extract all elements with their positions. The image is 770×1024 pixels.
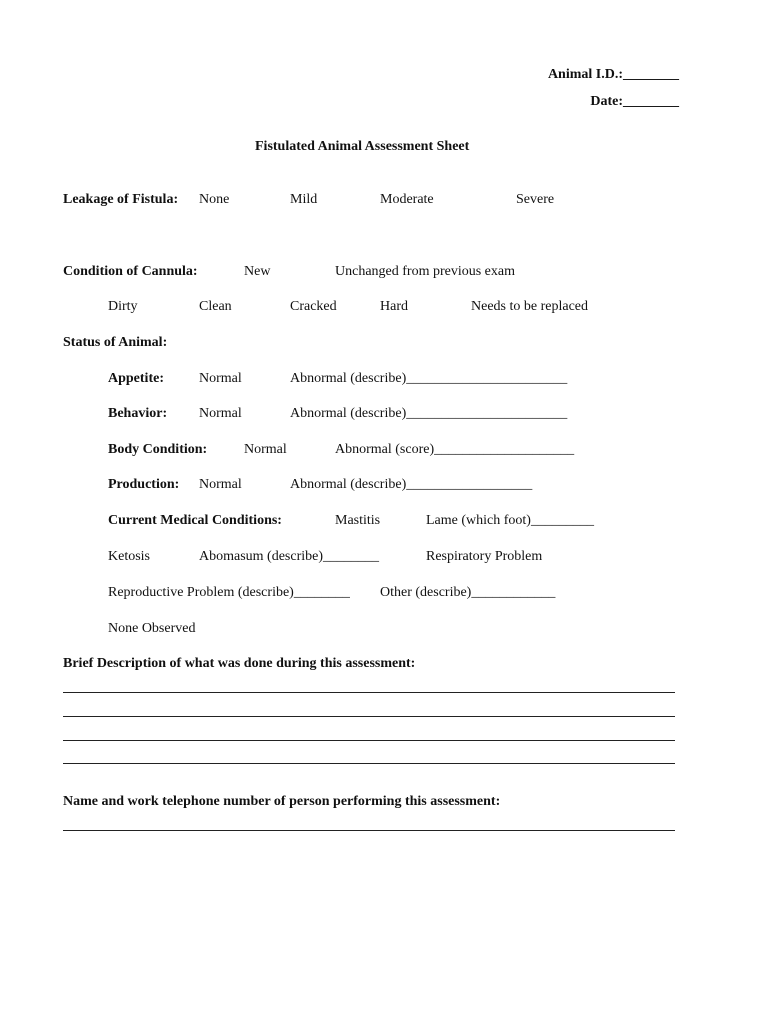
production-normal-option[interactable]: Normal xyxy=(199,477,242,492)
cannula-option-replace[interactable]: Needs to be replaced xyxy=(471,299,588,314)
respiratory-option[interactable]: Respiratory Problem xyxy=(426,549,543,564)
cannula-option-new[interactable]: New xyxy=(244,264,271,279)
description-line-4[interactable] xyxy=(63,763,675,764)
ketosis-option[interactable]: Ketosis xyxy=(108,549,150,564)
status-label: Status of Animal: xyxy=(63,335,168,350)
cannula-option-hard[interactable]: Hard xyxy=(380,299,408,314)
cannula-option-unchanged[interactable]: Unchanged from previous exam xyxy=(335,264,515,279)
appetite-abnormal-field[interactable]: Abnormal (describe)_______________________ xyxy=(290,371,568,386)
performer-line[interactable] xyxy=(63,830,675,831)
cannula-option-dirty[interactable]: Dirty xyxy=(108,299,138,314)
production-abnormal-field[interactable]: Abnormal (describe)__________________ xyxy=(290,477,533,492)
medical-conditions-label: Current Medical Conditions: xyxy=(108,513,282,528)
date-field[interactable]: Date:________ xyxy=(590,94,679,109)
behavior-normal-option[interactable]: Normal xyxy=(199,406,242,421)
leakage-option-severe[interactable]: Severe xyxy=(516,192,555,207)
description-label: Brief Description of what was done during this assessment: xyxy=(63,656,416,671)
behavior-abnormal-field[interactable]: Abnormal (describe)_______________________ xyxy=(290,406,568,421)
cannula-option-cracked[interactable]: Cracked xyxy=(290,299,337,314)
description-line-3[interactable] xyxy=(63,740,675,741)
description-line-1[interactable] xyxy=(63,692,675,693)
appetite-normal-option[interactable]: Normal xyxy=(199,371,242,386)
leakage-option-mild[interactable]: Mild xyxy=(290,192,318,207)
body-condition-label: Body Condition: xyxy=(108,442,208,457)
leakage-option-moderate[interactable]: Moderate xyxy=(380,192,434,207)
appetite-label: Appetite: xyxy=(108,371,164,386)
performer-label: Name and work telephone number of person performing this assessment: xyxy=(63,794,501,809)
leakage-label: Leakage of Fistula: xyxy=(63,192,179,207)
body-condition-normal-option[interactable]: Normal xyxy=(244,442,287,457)
lame-field[interactable]: Lame (which foot)_________ xyxy=(426,513,594,528)
none-observed-option[interactable]: None Observed xyxy=(108,621,196,636)
cannula-option-clean[interactable]: Clean xyxy=(199,299,232,314)
description-line-2[interactable] xyxy=(63,716,675,717)
body-condition-abnormal-field[interactable]: Abnormal (score)____________________ xyxy=(335,442,575,457)
animal-id-field[interactable]: Animal I.D.:________ xyxy=(547,67,679,82)
cannula-label: Condition of Cannula: xyxy=(63,264,198,279)
production-label: Production: xyxy=(108,477,180,492)
page-title: Fistulated Animal Assessment Sheet xyxy=(255,139,470,154)
leakage-option-none[interactable]: None xyxy=(199,192,230,207)
mastitis-option[interactable]: Mastitis xyxy=(335,513,381,528)
abomasum-field[interactable]: Abomasum (describe)________ xyxy=(199,549,380,564)
other-field[interactable]: Other (describe)____________ xyxy=(380,585,556,600)
behavior-label: Behavior: xyxy=(108,406,168,421)
reproductive-field[interactable]: Reproductive Problem (describe)________ xyxy=(108,585,350,600)
